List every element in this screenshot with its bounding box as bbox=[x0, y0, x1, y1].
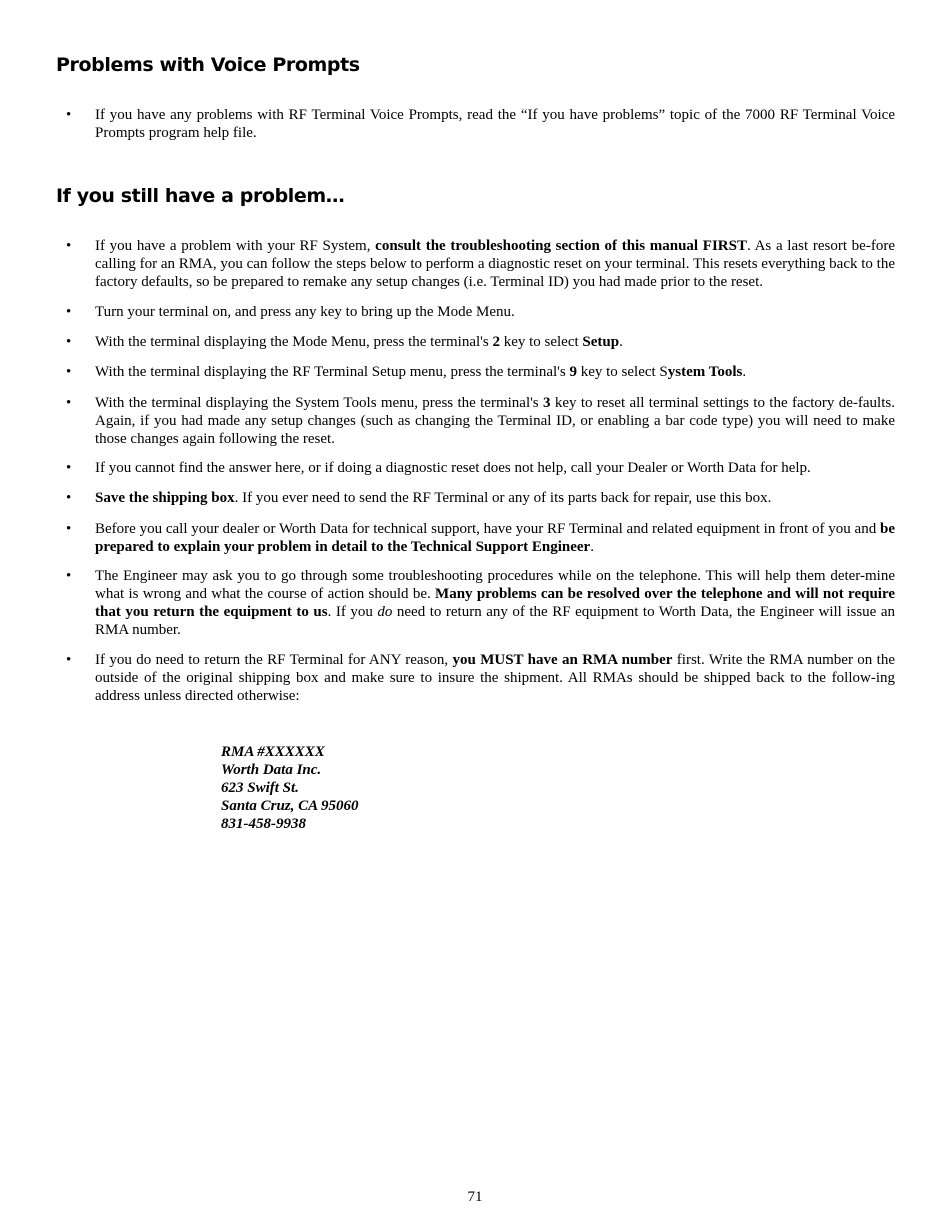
bullet-text: If you do need to return the RF Terminal for ANY reason, bbox=[95, 652, 453, 668]
bullet-text: With the terminal displaying the System Tools menu, press the terminal's bbox=[95, 395, 543, 411]
key-number: 2 bbox=[492, 334, 500, 350]
bullet-text: key to reset all terminal settings to the factory de-faults. Again, if you had made any setup changes (such as changing the Terminal ID, or enabling a bar code type) you will need to make those changes again following the reset. bbox=[95, 395, 895, 447]
bullet-text: Turn your terminal on, and press any key to bring up the Mode Menu. bbox=[95, 304, 515, 320]
list-item bbox=[95, 520, 895, 556]
heading-voice-prompts: Problems with Voice Prompts bbox=[56, 54, 360, 76]
list-item bbox=[95, 333, 895, 351]
bullet-text: key to select S bbox=[576, 364, 668, 380]
bullet-text: first. Write the RMA number on the outside of the original shipping box and make sure to insure the shipment. All RMAs should be shipped back to the follow-ing address unless directed otherwise: bbox=[95, 652, 895, 704]
list-item bbox=[95, 106, 895, 142]
bullet-bold-text: Save the shipping box bbox=[95, 490, 235, 506]
address-street: 623 Swift St. bbox=[221, 780, 299, 796]
key-number: 9 bbox=[569, 364, 577, 380]
address-rma: RMA #XXXXXX bbox=[221, 744, 325, 760]
list-item bbox=[95, 303, 895, 321]
bullet-text: . bbox=[619, 334, 623, 350]
address-phone: 831-458-9938 bbox=[221, 816, 306, 832]
list-item bbox=[95, 489, 895, 507]
bullet-text: If you have any problems with RF Terminal Voice Prompts, read the “If you have problems” topic of the 7000 RF Terminal Voice Prompts program help file. bbox=[95, 107, 895, 141]
bullet-text: . bbox=[742, 364, 747, 380]
bullet-bold-text: you MUST have an RMA number bbox=[452, 652, 673, 668]
heading-still-problem: If you still have a problem… bbox=[56, 185, 345, 207]
bullet-text: need to return any of the RF equipment to Worth Data, the Engineer will issue an RMA number. bbox=[95, 604, 895, 638]
list-item bbox=[95, 651, 895, 705]
bullet-text: . If you ever need to send the RF Terminal or any of its parts back for repair, use this box. bbox=[234, 490, 772, 506]
bullet-italic-text: do bbox=[377, 604, 393, 620]
address-city: Santa Cruz, CA 95060 bbox=[221, 798, 359, 814]
bullet-bold-text: be prepared to explain your problem in detail to the Technical Support Engineer bbox=[95, 521, 895, 555]
list-item bbox=[95, 394, 895, 448]
bullet-bold-text: consult the troubleshooting section of this manual FIRST bbox=[375, 238, 747, 254]
page-number: 71 bbox=[467, 1189, 483, 1205]
bullet-text: If you have a problem with your RF System, bbox=[95, 238, 376, 254]
bullet-bold-text: Many problems can be resolved over the telephone and will not require that you return the equipment to us bbox=[95, 586, 895, 620]
shipping-address bbox=[221, 743, 359, 833]
list-item bbox=[95, 363, 895, 381]
bullet-bold-text: ystem Tools bbox=[667, 364, 743, 380]
bullet-text: . As a last resort be-fore calling for an RMA, you can follow the steps below to perform a diagnostic reset on your terminal. This resets everything back to the factory defaults, so be prepared to remake any setup changes (i.e. Terminal ID) you had made prior to the reset. bbox=[95, 238, 895, 290]
list-item bbox=[95, 459, 895, 477]
list-item bbox=[95, 237, 895, 291]
bullet-text: Before you call your dealer or Worth Data for technical support, have your RF Terminal and related equipment in front of you and bbox=[95, 521, 880, 537]
bullet-text: . bbox=[590, 539, 594, 555]
bullet-text: The Engineer may ask you to go through some troubleshooting procedures while on the telephone. This will help them deter-mine what is wrong and what the course of action should be. bbox=[95, 568, 895, 602]
bullet-bold-text: Setup bbox=[582, 334, 620, 350]
bullet-text: . If you bbox=[327, 604, 378, 620]
bullet-text: key to select bbox=[499, 334, 583, 350]
bullet-text: With the terminal displaying the Mode Menu, press the terminal's bbox=[95, 334, 493, 350]
key-number: 3 bbox=[542, 395, 551, 411]
bullet-text: If you cannot find the answer here, or if doing a diagnostic reset does not help, call your Dealer or Worth Data for help. bbox=[95, 460, 811, 476]
list-item bbox=[95, 567, 895, 639]
address-company: Worth Data Inc. bbox=[221, 762, 322, 778]
bullet-text: With the terminal displaying the RF Terminal Setup menu, press the terminal's bbox=[95, 364, 570, 380]
